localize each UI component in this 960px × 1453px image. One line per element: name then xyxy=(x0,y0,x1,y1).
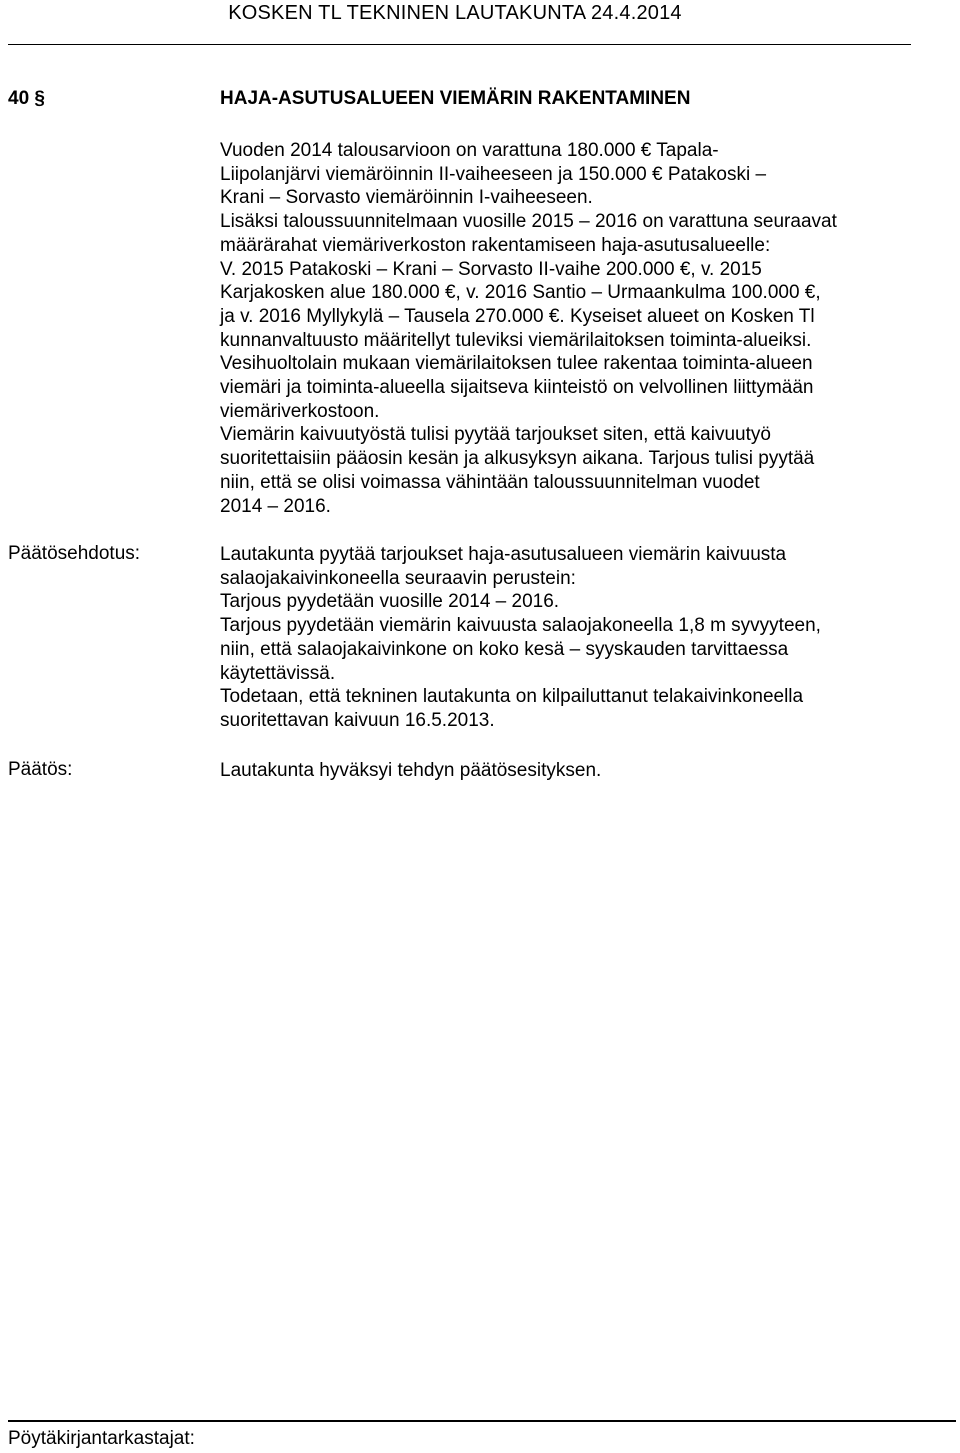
body-line: Liipolanjärvi viemäröinnin II-vaiheeseen ja 150.000 € Patakoski – xyxy=(220,163,767,185)
page-header: KOSKEN TL TEKNINEN LAUTAKUNTA 24.4.2014 xyxy=(228,2,682,24)
body-line: Lisäksi taloussuunnitelmaan vuosille 2015 – 2016 on varattuna seuraavat xyxy=(220,211,837,233)
body-line: niin, että se olisi voimassa vähintään taloussuunnitelman vuodet xyxy=(220,471,760,493)
body-line: Vesihuoltolain mukaan viemärilaitoksen tulee rakentaa toiminta-alueen xyxy=(220,353,813,375)
body-line: kunnanvaltuusto määritellyt tuleviksi viemärilaitoksen toiminta-alueiksi. xyxy=(220,329,812,351)
section-number: 40 § xyxy=(8,88,45,109)
footer-rule xyxy=(8,1420,956,1422)
body-line: V. 2015 Patakoski – Krani – Sorvasto II-vaihe 200.000 €, v. 2015 xyxy=(220,258,762,280)
body-line: suoritettaisiin pääosin kesän ja alkusyksyn aikana. Tarjous tulisi pyytää xyxy=(220,448,815,470)
proposal-line: Tarjous pyydetään viemärin kaivuusta salaojakoneella 1,8 m syvyyteen, xyxy=(220,615,821,637)
footer-label: Pöytäkirjantarkastajat: xyxy=(8,1428,195,1449)
body-line: ja v. 2016 Myllykylä – Tausela 270.000 €. Kyseiset alueet on Kosken Tl xyxy=(220,305,815,327)
proposal-line: niin, että salaojakaivinkone on koko kesä – syyskauden tarvittaessa xyxy=(220,638,789,660)
body-text xyxy=(220,139,900,518)
body-line: viemäri ja toiminta-alueella sijaitseva kiinteistö on velvollinen liittymään xyxy=(220,377,814,399)
body-line: Karjakosken alue 180.000 €, v. 2016 Santio – Urmaankulma 100.000 €, xyxy=(220,282,821,304)
proposal-line: salaojakaivinkoneella seuraavin perustein: xyxy=(220,567,576,589)
proposal-line: Todetaan, että tekninen lautakunta on kilpailuttanut telakaivinkoneella xyxy=(220,686,804,708)
body-line: 2014 – 2016. xyxy=(220,495,331,517)
body-line: viemäriverkostoon. xyxy=(220,400,380,422)
proposal-text xyxy=(220,543,900,733)
body-line: Viemärin kaivuutyöstä tulisi pyytää tarjoukset siten, että kaivuutyö xyxy=(220,424,771,446)
decision-text xyxy=(220,759,900,783)
section-title: HAJA-ASUTUSALUEEN VIEMÄRIN RAKENTAMINEN xyxy=(220,88,691,109)
proposal-label: Päätösehdotus: xyxy=(8,543,141,564)
body-line: Vuoden 2014 talousarvioon on varattuna 180.000 € Tapala- xyxy=(220,140,719,161)
body-line: Krani – Sorvasto viemäröinnin I-vaiheeseen. xyxy=(220,187,593,209)
decision-line: Lautakunta hyväksyi tehdyn päätösesityksen. xyxy=(220,760,602,781)
proposal-line: käytettävissä. xyxy=(220,662,336,684)
header-rule xyxy=(8,44,911,45)
proposal-line: suoritettavan kaivuun 16.5.2013. xyxy=(220,709,495,731)
proposal-line: Lautakunta pyytää tarjoukset haja-asutusalueen viemärin kaivuusta xyxy=(220,544,787,565)
body-line: määrärahat viemäriverkoston rakentamiseen haja-asutusalueelle: xyxy=(220,234,771,256)
proposal-line: Tarjous pyydetään vuosille 2014 – 2016. xyxy=(220,591,560,613)
decision-label: Päätös: xyxy=(8,759,73,780)
